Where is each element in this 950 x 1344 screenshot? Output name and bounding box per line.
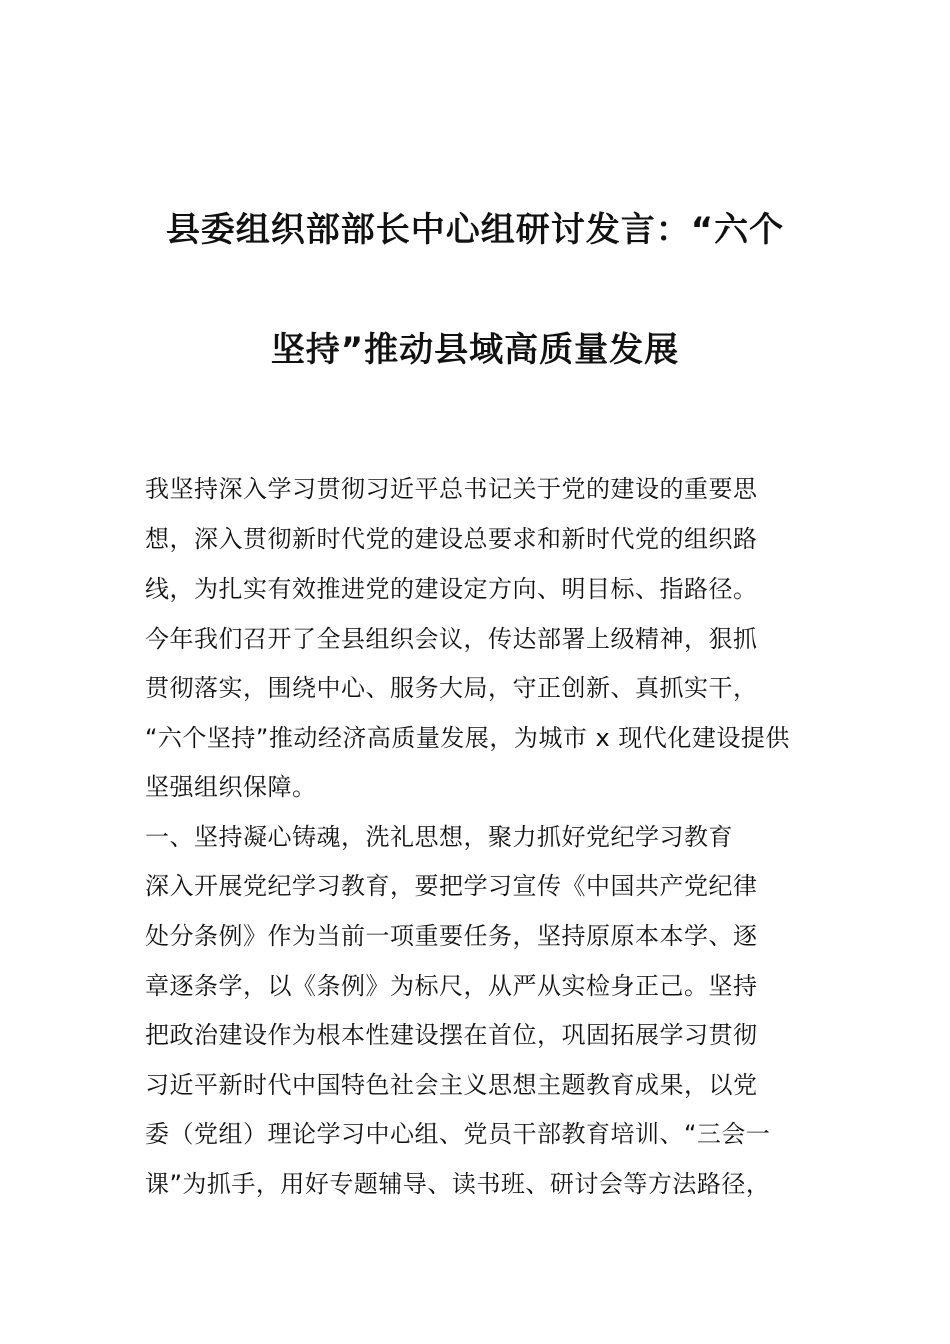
body-line: 想，深入贯彻新时代党的建设总要求和新时代党的组织路 <box>145 525 758 553</box>
body-line: 贯彻落实，围绕中心、服务大局，守正创新、真抓实干， <box>145 674 758 702</box>
section-heading: 一、坚持凝心铸魂，洗礼思想，聚力抓好党纪学习教育 <box>145 823 733 851</box>
document-title-line-1: 县委组织部部长中心组研讨发言：“六个 <box>165 210 785 250</box>
body-line: 委（党组）理论学习中心组、党员干部教育培训、“三会一 <box>145 1120 771 1148</box>
body-line: 处分条例》作为当前一项重要任务，坚持原原本本学、逐 <box>145 922 758 950</box>
body-line: “六个坚持”推动经济高质量发展，为城市 x 现代化建设提供 <box>145 724 790 752</box>
body-line: 章逐条学，以《条例》为标尺，从严从实检身正己。坚持 <box>145 972 758 1000</box>
body-line: 深入开展党纪学习教育，要把学习宣传《中国共产党纪律 <box>145 872 758 900</box>
body-line: 坚强组织保障。 <box>145 773 317 801</box>
body-line: 我坚持深入学习贯彻习近平总书记关于党的建设的重要思 <box>145 475 758 503</box>
document-title-line-2: 坚持”推动县域高质量发展 <box>270 330 680 370</box>
body-line: 习近平新时代中国特色社会主义思想主题教育成果，以党 <box>145 1071 758 1099</box>
body-line: 把政治建设作为根本性建设摆在首位，巩固拓展学习贯彻 <box>145 1021 758 1049</box>
body-line: 今年我们召开了全县组织会议，传达部署上级精神，狠抓 <box>145 625 758 653</box>
body-line: 课”为抓手，用好专题辅导、读书班、研讨会等方法路径， <box>145 1170 771 1198</box>
body-line: 线，为扎实有效推进党的建设定方向、明目标、指路径。 <box>145 575 758 603</box>
